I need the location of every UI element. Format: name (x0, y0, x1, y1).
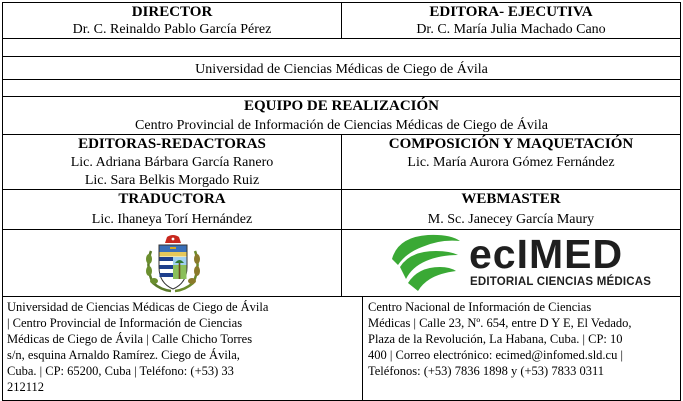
footer-left-address (7, 299, 359, 395)
editora-ejecutiva-name: Dr. C. María Julia Machado Cano (416, 22, 606, 37)
footer-left-line: Médicas de Ciego de Ávila | Calle Chicho Torres (7, 332, 253, 346)
footer-right-line: Plaza de la Revolución, La Habana, Cuba. | CP: 10 (368, 332, 623, 346)
director-heading: DIRECTOR (131, 4, 213, 20)
footer-left-line: s/n, esquina Arnaldo Ramírez. Ciego de Ávila, (7, 348, 240, 362)
footer-left-line: | Centro Provincial de Información de Ciencias (7, 316, 243, 330)
footer-left-line: 212112 (7, 380, 45, 394)
director-name: Dr. C. Reinaldo Pablo García Pérez (72, 22, 272, 37)
equipo-heading: EQUIPO DE REALIZACIÓN (243, 98, 440, 114)
editora-ejecutiva-heading: EDITORA- EJECUTIVA (429, 4, 593, 20)
editoras-heading: EDITORAS-REDACTORAS (78, 136, 266, 152)
footer-right-line: Centro Nacional de Información de Ciencias (368, 300, 592, 314)
traductora-heading: TRADUCTORA (118, 191, 226, 207)
footer-right-line: Teléfonos: (+53) 7836 1898 y (+53) 7833 0311 (368, 364, 604, 378)
ecimed-wordmark: ecIMED (469, 231, 624, 277)
footer-right-line: 400 | Correo electrónico: ecimed@infomed.sld.cu | (368, 348, 623, 362)
footer-left-line: Universidad de Ciencias Médicas de Ciego de Ávila (7, 300, 269, 314)
webmaster-name: M. Sc. Janecey García Maury (427, 212, 595, 227)
university-name: Universidad de Ciencias Médicas de Ciego de Ávila (195, 62, 488, 77)
editora-name-2: Lic. Sara Belkis Morgado Ruiz (84, 173, 260, 188)
webmaster-heading: WEBMASTER (461, 191, 561, 207)
footer-left-line: Cuba. | CP: 65200, Cuba | Teléfono: (+53) 33 (7, 364, 234, 378)
equipo-subheading: Centro Provincial de Información de Ciencias Médicas de Ciego de Ávila (135, 118, 548, 133)
composicion-name: Lic. María Aurora Gómez Fernández (407, 155, 615, 170)
coat-of-arms-icon (141, 233, 205, 293)
footer-right-address (368, 299, 676, 379)
editora-name-1: Lic. Adriana Bárbara García Ranero (70, 155, 274, 170)
composicion-heading: COMPOSICIÓN Y MAQUETACIÓN (388, 136, 634, 152)
footer-right-line: Médicas | Calle 23, Nº. 654, entre D Y E, El Vedado, (368, 316, 632, 330)
traductora-name: Lic. Ihaneya Torí Hernández (91, 212, 253, 227)
ecimed-leaf-icon (388, 231, 464, 293)
ecimed-logo (388, 231, 652, 293)
ecimed-tagline: EDITORIAL CIENCIAS MÉDICAS (470, 276, 652, 288)
